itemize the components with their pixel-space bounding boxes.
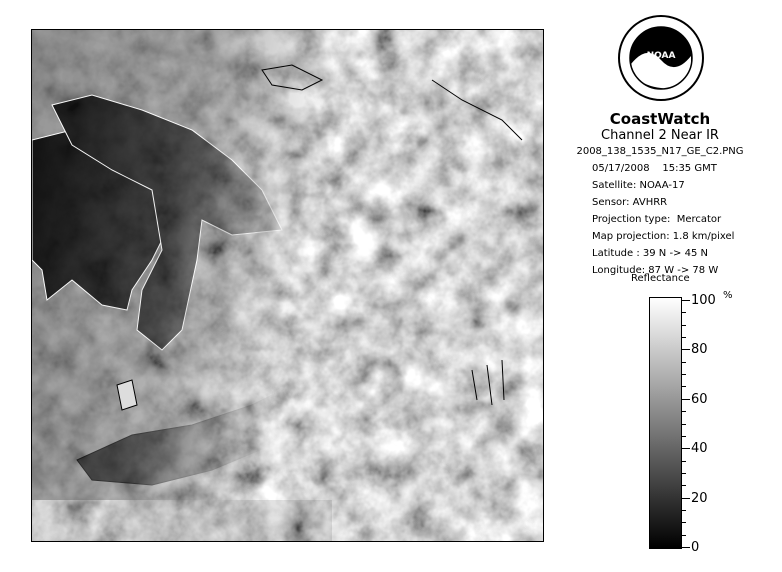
- colorbar-tick-label: 0: [691, 540, 700, 555]
- colorbar-minor-tick: [682, 411, 686, 412]
- colorbar-minor-tick: [682, 312, 686, 313]
- colorbar-minor-tick: [682, 461, 686, 462]
- legend-unit: %: [723, 290, 733, 301]
- map-projection: Map projection: 1.8 km/pixel: [592, 231, 735, 242]
- channel-title: Channel 2 Near IR: [601, 128, 719, 143]
- date-time: 05/17/2008 15:35 GMT: [592, 163, 717, 174]
- colorbar-minor-tick: [682, 349, 690, 350]
- reflectance-colorbar: [649, 297, 682, 549]
- colorbar-minor-tick: [682, 399, 690, 400]
- colorbar-minor-tick: [682, 448, 690, 449]
- legend-title: Reflectance: [631, 273, 690, 284]
- brand-title: CoastWatch: [609, 110, 711, 128]
- colorbar-minor-tick: [682, 300, 690, 301]
- colorbar-minor-tick: [682, 547, 690, 548]
- colorbar-minor-tick: [682, 522, 686, 523]
- satellite-info: Satellite: NOAA-17: [592, 180, 685, 191]
- colorbar-minor-tick: [682, 424, 686, 425]
- map-svg: [32, 30, 543, 541]
- colorbar-minor-tick: [682, 510, 686, 511]
- sensor-info: Sensor: AVHRR: [592, 197, 668, 208]
- longitude-range: Longitude: 87 W -> 78 W: [592, 265, 719, 276]
- colorbar-tick-label: 60: [691, 391, 708, 407]
- colorbar-minor-tick: [682, 386, 686, 387]
- colorbar-minor-tick: [682, 535, 686, 536]
- noaa-logo-icon: [617, 14, 705, 102]
- colorbar-minor-tick: [682, 436, 686, 437]
- colorbar-minor-tick: [682, 374, 686, 375]
- colorbar-tick-label: 80: [691, 342, 708, 358]
- colorbar-minor-tick: [682, 362, 686, 363]
- colorbar-minor-tick: [682, 325, 686, 326]
- file-name: 2008_138_1535_N17_GE_C2.PNG: [576, 146, 744, 157]
- colorbar-tick-label: 100: [691, 293, 716, 308]
- colorbar-minor-tick: [682, 337, 686, 338]
- svg-text:NOAA: NOAA: [646, 51, 676, 61]
- colorbar-tick-label: 20: [691, 490, 708, 506]
- latitude-range: Latitude : 39 N -> 45 N: [592, 248, 708, 259]
- colorbar-minor-tick: [682, 473, 686, 474]
- colorbar-tick-label: 40: [691, 441, 708, 457]
- colorbar-minor-tick: [682, 485, 686, 486]
- projection-type: Projection type: Mercator: [592, 214, 722, 225]
- colorbar-minor-tick: [682, 498, 690, 499]
- satellite-image[interactable]: [31, 29, 544, 542]
